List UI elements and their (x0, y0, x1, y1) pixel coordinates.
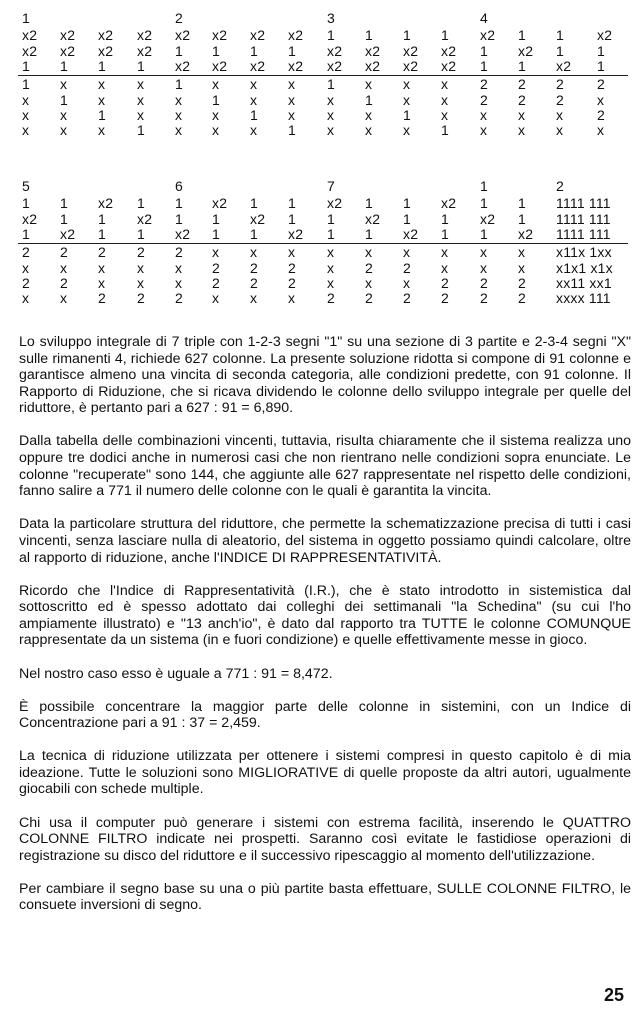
table-cell: x2 (22, 27, 38, 44)
table-cell: 2 (403, 290, 411, 307)
table-cell: x2 (22, 210, 38, 227)
table-cell: x (137, 76, 145, 93)
table-cell: 2 (22, 274, 30, 291)
table-cell: x (22, 106, 30, 123)
table-cell: x2 (441, 195, 457, 212)
table-cell: x2 (98, 42, 114, 59)
table-cell: x2 (98, 195, 114, 212)
table-cell: 2 (175, 290, 183, 307)
table-cell: 1 (98, 57, 106, 74)
table-cell: x (365, 106, 373, 123)
table-cell: 1 (480, 225, 488, 242)
table-cell: x (365, 122, 373, 139)
table-cell: x (212, 244, 220, 261)
table-row (0, 58, 640, 75)
table-cell: x2 (60, 225, 76, 242)
table-cell: 2 (22, 244, 30, 261)
table-cell: 6 (175, 178, 183, 194)
table-cell: x2 (98, 27, 114, 44)
table-header-row (0, 10, 640, 27)
table-cell: x2 (365, 42, 381, 59)
table-cell: 1 (60, 195, 68, 212)
table-cell: 1 (441, 210, 449, 227)
table-cell: 2 (137, 290, 145, 307)
table-cell: x (22, 122, 30, 139)
table-cell: x2 (365, 57, 381, 74)
table-cell: x (288, 106, 296, 123)
table-cell: 1 (60, 210, 68, 227)
table-cell: 1 (327, 225, 335, 242)
table-cell: 1 (98, 225, 106, 242)
table-cell: x (137, 274, 145, 291)
table-cell: x (212, 122, 220, 139)
table-cell: 2 (597, 106, 605, 123)
table-cell: x (441, 76, 449, 93)
table-cell: x2 (403, 42, 419, 59)
body-text (19, 334, 631, 931)
paragraph: Ricordo che l'Indice di Rappresentatività (I.R.), che è stato introdotto in sistemistica dal sottoscritto ed è spesso adottato dai colleghi dei settimanali "la Schedina" (su cui l'ho ampiamente illustrato) e "13 anch'io", è dato dal rapporto tra TUTTE le colonne COMUNQUE rappresentate da un sistema (in e fuori condizione) e quelle effettivamente messe in gioco. (19, 582, 631, 649)
paragraph: Chi usa il computer può generare i sistemi con estrema facilità, inserendo le QUATTRO COLONNE FILTRO indicate nei prospetti. Saranno così evitate le fastidiose operazioni di registrazione su disco del riduttore e il successivo ripescaggio al momento dell'utilizzazione. (19, 814, 631, 864)
table-cell: 1 (288, 122, 296, 139)
table-cell: 1 (365, 225, 373, 242)
table-row (0, 122, 640, 139)
table-cell: 2 (175, 10, 183, 26)
table-cell: 2 (137, 244, 145, 261)
table-cell: x11x 1xx (556, 244, 612, 261)
table-cell: 1 (137, 225, 145, 242)
table-cell: x (327, 122, 335, 139)
table-row (0, 226, 640, 243)
table-cell: 2 (403, 259, 411, 276)
table-cell: 1 (403, 106, 411, 123)
table-cell: x2 (365, 210, 381, 227)
table-cell: 1 (250, 225, 258, 242)
table-cell: 1 (365, 195, 373, 212)
table-cell: x (137, 91, 145, 108)
table-cell: 2 (175, 244, 183, 261)
table-cell: 2 (288, 274, 296, 291)
table-cell: x (250, 76, 258, 93)
table-cell: x2 (60, 27, 76, 44)
table-cell: x2 (212, 27, 228, 44)
table-cell: x (480, 106, 488, 123)
table-cell: 1 (212, 42, 220, 59)
table-cell: x (518, 244, 526, 261)
table-cell: x (175, 91, 183, 108)
paragraph: Dalla tabella delle combinazioni vincenti, tuttavia, risulta chiaramente che il sistema realizza uno oppure tre dodici anche in numerosi casi che non rientrano nelle condizioni sopra enunciate. Le colonne "recuperate" sono 144, che aggiunte alle 627 rappresentate nel rispetto delle condizioni, fanno salire a 771 il numero delle colonne con le quali è garantita la vincita. (19, 433, 631, 500)
table-cell: 2 (556, 76, 564, 93)
table-cell: 2 (480, 76, 488, 93)
table-cell: x2 (441, 42, 457, 59)
table-cell: 1 (175, 76, 183, 93)
table-cell: x2 (518, 42, 534, 59)
table-cell: 1 (518, 210, 526, 227)
table-cell: 2 (60, 244, 68, 261)
table-cell: x2 (250, 210, 266, 227)
table-cell: x2 (137, 210, 153, 227)
table-cell: x (60, 106, 68, 123)
table-cell: x (556, 122, 564, 139)
table-cell: x (22, 290, 30, 307)
table-cell: 1 (441, 225, 449, 242)
paragraph: È possibile concentrare la maggior parte delle colonne in sistemini, con un Indice di Concentrazione pari a 91 : 37 = 2,459. (19, 698, 631, 732)
table-cell: 2 (597, 76, 605, 93)
table-cell: x (288, 76, 296, 93)
table-cell: x (175, 106, 183, 123)
table-cell: 2 (518, 274, 526, 291)
table-cell: 1 (212, 91, 220, 108)
table-cell: x2 (327, 42, 343, 59)
table-cell: x (250, 91, 258, 108)
table-cell: x (365, 274, 373, 291)
paragraph: Per cambiare il segno base su una o più partite basta effettuare, SULLE COLONNE FILTRO, le consuete inversioni di segno. (19, 880, 631, 914)
table-cell: 1 (22, 225, 30, 242)
table-cell: x2 (288, 225, 304, 242)
table-cell: 1 (365, 27, 373, 44)
table-cell: 1 (403, 210, 411, 227)
table-cell: 2 (250, 274, 258, 291)
table-cell: x2 (480, 27, 496, 44)
table-cell: 1 (597, 57, 605, 74)
table-cell: 1 (288, 42, 296, 59)
table-cell: x (327, 259, 335, 276)
table-cell: 1 (175, 210, 183, 227)
table-cell: x (175, 274, 183, 291)
paragraph: Data la particolare struttura del riduttore, che permette la schematizzazione precisa di tutti i casi vincenti, senza lasciare nulla di aleatorio, del sistema in oggetto possiamo quindi calcolare, oltre al rapporto di riduzione, anche l'INDICE DI RAPPRESENTATIVITÀ. (19, 516, 631, 566)
table-cell: x (441, 106, 449, 123)
table-cell: x2 (137, 27, 153, 44)
table-cell: x2 (327, 57, 343, 74)
table-cell: 2 (556, 178, 564, 194)
table-cell: x2 (441, 57, 457, 74)
table-cell: x (518, 259, 526, 276)
table-cell: x2 (597, 27, 613, 44)
table-cell: 1 (327, 210, 335, 227)
table-cell: 1 (365, 91, 373, 108)
table-cell: x (288, 91, 296, 108)
table-cell: x1x1 x1x (556, 259, 613, 276)
table-cell: 1 (480, 195, 488, 212)
table-cell: xxxx 111 (556, 290, 611, 307)
table-cell: 1 (212, 210, 220, 227)
table-cell: x (98, 91, 106, 108)
table-cell: x2 (327, 195, 343, 212)
table-cell: 1 (480, 42, 488, 59)
table-cell: 1 (137, 195, 145, 212)
table-cell: x (556, 106, 564, 123)
table-cell: 1 (556, 42, 564, 59)
table-cell: 1 (250, 42, 258, 59)
table-cell: 1 (175, 42, 183, 59)
table-cell: x (327, 106, 335, 123)
table-cell: x (327, 91, 335, 108)
table-cell: x (137, 259, 145, 276)
table-cell: x2 (212, 195, 228, 212)
table-cell: 2 (365, 290, 373, 307)
table-cell: x (441, 244, 449, 261)
table-cell: 1 (98, 106, 106, 123)
table-cell: 2 (288, 259, 296, 276)
table-cell: 2 (480, 91, 488, 108)
table-cell: x (175, 259, 183, 276)
table-cell: 2 (480, 274, 488, 291)
table-cell: 1 (556, 27, 564, 44)
table-cell: 1 (60, 91, 68, 108)
table-cell: x (212, 106, 220, 123)
table-cell: x (175, 122, 183, 139)
table-cell: 2 (365, 259, 373, 276)
paragraph: Lo sviluppo integrale di 7 triple con 1-2-3 segni "1" su una sezione di 3 partite e 2-3-4 segni "X" sulle rimanenti 4, richiede 627 colonne. La presente soluzione ridotta si compone di 91 colonne e garantisce almeno una vincita di seconda categoria, alle condizioni predette, con 91 colonne. Il Rapporto di Riduzione, che si ricava dividendo le colonne dello sviluppo integrale per quelle del riduttore, è pertanto pari a 627 : 91 = 6,890. (19, 334, 631, 417)
table-cell: x (365, 244, 373, 261)
table-cell: x (403, 244, 411, 261)
table-cell: x2 (175, 225, 191, 242)
table-cell: 1 (288, 195, 296, 212)
table-cell: 1 (22, 10, 30, 26)
table-cell: x (403, 274, 411, 291)
table-cell: x (22, 91, 30, 108)
table-cell: 2 (441, 290, 449, 307)
table-cell: 2 (98, 244, 106, 261)
table-cell: x (212, 290, 220, 307)
table-cell: 1 (22, 195, 30, 212)
table-cell: x (60, 122, 68, 139)
table-cell: 1 (518, 195, 526, 212)
table-cell: x (212, 76, 220, 93)
table-cell: 1 (60, 57, 68, 74)
table-cell: x2 (288, 27, 304, 44)
table-cell: 2 (441, 274, 449, 291)
table-cell: 1 (327, 76, 335, 93)
table-cell: x2 (403, 225, 419, 242)
paragraph: Nel nostro caso esso è uguale a 771 : 91 = 8,472. (19, 665, 333, 682)
table-cell: 1 (518, 27, 526, 44)
table-cell: 2 (556, 91, 564, 108)
table-cell: x (518, 122, 526, 139)
table-cell: 1 (441, 122, 449, 139)
table-cell: 1 (327, 27, 335, 44)
table-cell: x (480, 244, 488, 261)
table-cell: x (403, 122, 411, 139)
table-cell: x2 (212, 57, 228, 74)
page-number: 25 (603, 985, 624, 1005)
table-cell: x2 (288, 57, 304, 74)
table-cell: x (98, 259, 106, 276)
table-cell: 1111 111 (556, 195, 611, 212)
table-cell: 1 (98, 210, 106, 227)
table-cell: 2 (327, 290, 335, 307)
table-cell: x2 (556, 57, 572, 74)
table-cell: x2 (518, 225, 534, 242)
table-row (0, 290, 640, 307)
table-cell: x (441, 91, 449, 108)
table-cell: 2 (212, 259, 220, 276)
table-cell: 1111 111 (556, 225, 611, 242)
table-cell: x (98, 274, 106, 291)
table-cell: x (597, 122, 605, 139)
table-cell: 1 (480, 57, 488, 74)
table-cell: 7 (327, 178, 335, 194)
table-cell: 2 (250, 259, 258, 276)
table-cell: 5 (22, 178, 30, 194)
table-cell: xx11 xx1 (556, 274, 612, 291)
table-cell: 1 (250, 195, 258, 212)
table-cell: x2 (137, 42, 153, 59)
table-cell: x2 (22, 42, 38, 59)
table-cell: 1 (441, 27, 449, 44)
table-cell: x (98, 122, 106, 139)
table-cell: x2 (175, 27, 191, 44)
table-cell: 1 (22, 57, 30, 74)
table-cell: 2 (60, 274, 68, 291)
table-cell: x (137, 106, 145, 123)
table-cell: x2 (250, 27, 266, 44)
table-cell: 1 (288, 210, 296, 227)
table-cell: 1 (175, 195, 183, 212)
table-header-row (0, 178, 640, 195)
table-cell: x (403, 76, 411, 93)
table-cell: x (365, 76, 373, 93)
table-cell: x (60, 290, 68, 307)
table-cell: x (518, 106, 526, 123)
table-cell: x (480, 122, 488, 139)
table-cell: 1 (480, 178, 488, 194)
table-cell: x (480, 259, 488, 276)
table-cell: 2 (518, 91, 526, 108)
table-cell: x2 (480, 210, 496, 227)
table-cell: x (288, 244, 296, 261)
table-cell: x2 (250, 57, 266, 74)
table-cell: x (22, 259, 30, 276)
table-cell: x (60, 259, 68, 276)
table-cell: 2 (518, 76, 526, 93)
table-cell: x (250, 290, 258, 307)
table-cell: 1 (597, 42, 605, 59)
table-cell: x (403, 91, 411, 108)
table-cell: x (250, 244, 258, 261)
table-cell: x2 (175, 57, 191, 74)
table-cell: 1 (22, 76, 30, 93)
table-cell: 1 (518, 57, 526, 74)
table-cell: 1 (403, 195, 411, 212)
table-cell: x (98, 76, 106, 93)
table-cell: x2 (403, 57, 419, 74)
table-cell: x (60, 76, 68, 93)
table-cell: 2 (480, 290, 488, 307)
table-cell: x (441, 259, 449, 276)
table-cell: 3 (327, 10, 335, 26)
table-cell: x (288, 290, 296, 307)
table-cell: 2 (98, 290, 106, 307)
table-cell: x (597, 91, 605, 108)
table-cell: 4 (480, 10, 488, 26)
table-cell: 1 (212, 225, 220, 242)
table-cell: 2 (212, 274, 220, 291)
table-cell: x2 (60, 42, 76, 59)
table-cell: 1 (250, 106, 258, 123)
table-cell: 1 (137, 57, 145, 74)
table-cell: x (250, 122, 258, 139)
paragraph: La tecnica di riduzione utilizzata per ottenere i sistemi compresi in questo capitolo è di mia ideazione. Tutte le soluzioni sono MIGLIORATIVE di quelle proposte da altri autori, ugualmente giocabili con schede multiple. (19, 748, 631, 798)
table-cell: x (327, 274, 335, 291)
table-cell: 1 (403, 27, 411, 44)
table-cell: x (327, 244, 335, 261)
table-cell: 1111 111 (556, 210, 611, 227)
table-cell: 2 (518, 290, 526, 307)
table-cell: 1 (137, 122, 145, 139)
